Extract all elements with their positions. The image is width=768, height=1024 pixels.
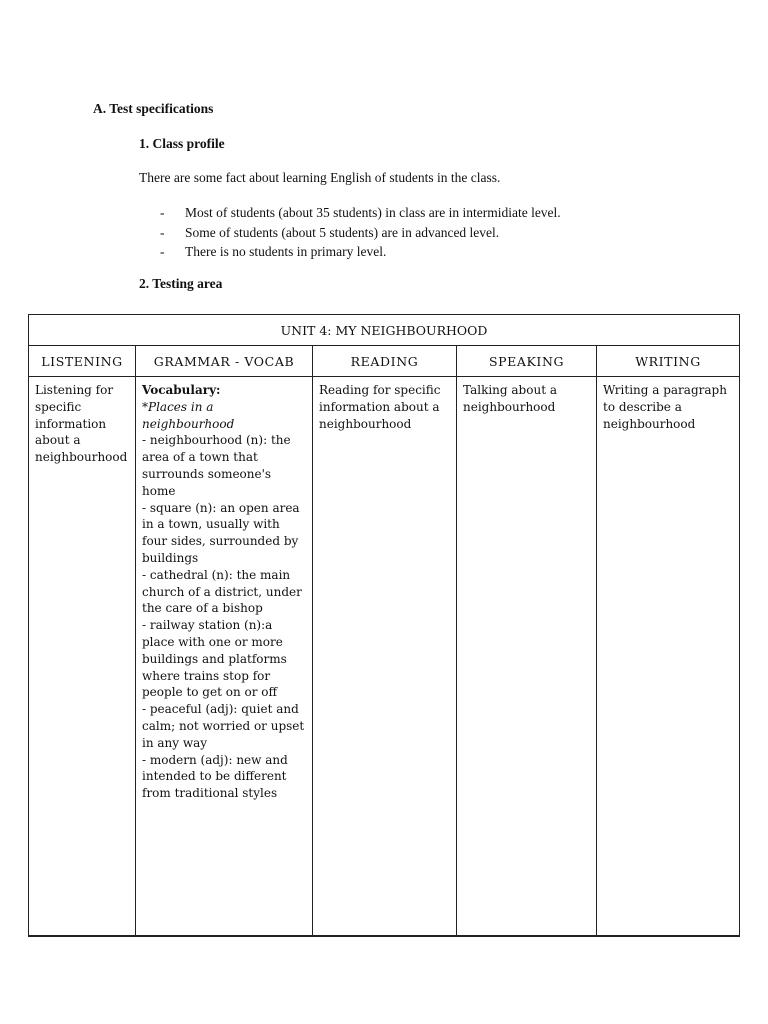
header-listening: LISTENING xyxy=(29,346,136,377)
vocab-entry: - neighbourhood (n): the area of a town that surrounds someone's home xyxy=(142,433,291,498)
bullet-marker: - xyxy=(160,244,165,259)
vocab-entry: - modern (adj): new and intended to be different from traditional styles xyxy=(142,752,288,801)
listening-cell xyxy=(29,377,136,937)
grammar-vocab-cell xyxy=(136,377,313,937)
bullet-marker: - xyxy=(160,205,165,220)
header-reading: READING xyxy=(313,346,457,377)
vocab-entry: - railway station (n):a place with one or more buildings and platforms where trains stop for people to get on or off xyxy=(142,618,287,700)
class-profile-list xyxy=(160,203,561,262)
list-item-text: Some of students (about 5 students) are in advanced level. xyxy=(185,224,500,240)
list-item-text: There is no students in primary level. xyxy=(185,244,387,259)
header-speaking: SPEAKING xyxy=(457,346,597,377)
speaking-text: Talking about a neighbourhood xyxy=(463,383,557,414)
test-spec-table xyxy=(28,314,740,937)
reading-cell xyxy=(313,377,457,937)
class-profile-heading: 1. Class profile xyxy=(139,136,225,151)
vocabulary-subtitle: *Places in a neighbourhood xyxy=(142,399,235,431)
writing-cell xyxy=(597,377,740,937)
list-item xyxy=(160,223,561,243)
header-writing: WRITING xyxy=(597,346,740,377)
header-grammar-vocab: GRAMMAR - VOCAB xyxy=(136,346,313,377)
table-title-row xyxy=(29,315,740,346)
list-item xyxy=(160,242,561,262)
unit-title: UNIT 4: MY NEIGHBOURHOOD xyxy=(29,315,740,346)
table-header-row xyxy=(29,346,740,377)
vocab-entry: - cathedral (n): the main church of a district, under the care of a bishop xyxy=(142,567,302,616)
section-a-heading: A. Test specifications xyxy=(93,101,214,116)
reading-text: Reading for specific information about a neighbourhood xyxy=(319,383,441,431)
listening-text: Listening for specific information about a neighbourhood xyxy=(35,383,128,465)
testing-area-heading: 2. Testing area xyxy=(139,276,223,291)
writing-text: Writing a paragraph to describe a neighbourhood xyxy=(603,383,727,431)
bullet-marker: - xyxy=(160,224,165,240)
vocab-entry: - peaceful (adj): quiet and calm; not worried or upset in any way xyxy=(142,702,305,750)
list-item-text: Most of students (about 35 students) in class are in intermidiate level. xyxy=(185,205,561,220)
vocabulary-title: Vocabulary: xyxy=(142,383,221,397)
table-row xyxy=(29,377,740,937)
list-item xyxy=(160,203,561,223)
intro-text: There are some fact about learning English of students in the class. xyxy=(139,170,501,185)
speaking-cell xyxy=(457,377,597,937)
vocab-entry: - square (n): an open area in a town, usually with four sides, surrounded by buildings xyxy=(142,500,300,565)
